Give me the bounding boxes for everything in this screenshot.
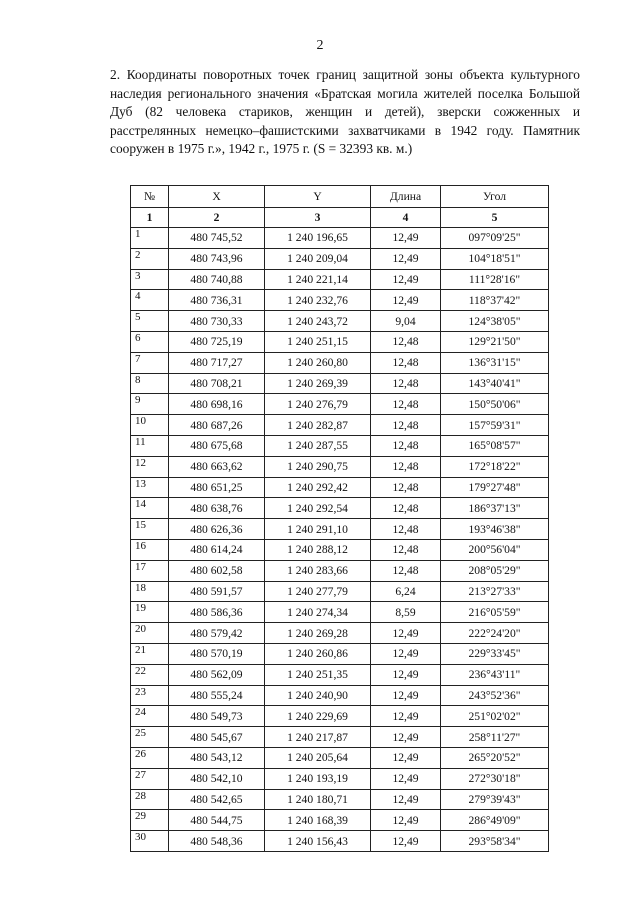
table-header-row xyxy=(131,186,549,208)
point-number: 14 xyxy=(131,498,169,519)
y-coordinate: 1 240 243,72 xyxy=(265,311,371,332)
x-coordinate: 480 544,75 xyxy=(169,810,265,831)
segment-length: 12,48 xyxy=(371,456,441,477)
direction-angle: 124°38'05" xyxy=(441,311,549,332)
direction-angle: 186°37'13" xyxy=(441,498,549,519)
paragraph-text: 2. Координаты поворотных точек границ защитной зоны объекта культурного наследия регионального значения «Братская могила жителей поселка Большой Дуб (82 человека стариков, женщин и детей), зверски сожженных и расстрелянных немецко–фашистскими захватчиками в 1942 году. Памятник сооружен в 1975 г.», 1942 г., 1975 г. (S = 32393 кв. м.) xyxy=(110,67,580,157)
x-coordinate: 480 614,24 xyxy=(169,539,265,560)
table-row xyxy=(131,539,549,560)
segment-length: 9,04 xyxy=(371,311,441,332)
x-coordinate: 480 736,31 xyxy=(169,290,265,311)
segment-length: 12,49 xyxy=(371,727,441,748)
point-number: 8 xyxy=(131,373,169,394)
point-number: 17 xyxy=(131,560,169,581)
segment-length: 12,48 xyxy=(371,331,441,352)
segment-length: 12,49 xyxy=(371,706,441,727)
y-coordinate: 1 240 269,39 xyxy=(265,373,371,394)
segment-length: 6,24 xyxy=(371,581,441,602)
x-coordinate: 480 743,96 xyxy=(169,248,265,269)
header-angle: Угол xyxy=(441,186,549,208)
direction-angle: 104°18'51" xyxy=(441,248,549,269)
x-coordinate: 480 545,67 xyxy=(169,727,265,748)
segment-length: 12,49 xyxy=(371,269,441,290)
table-row xyxy=(131,415,549,436)
x-coordinate: 480 687,26 xyxy=(169,415,265,436)
segment-length: 12,48 xyxy=(371,560,441,581)
point-number: 13 xyxy=(131,477,169,498)
segment-length: 12,49 xyxy=(371,831,441,852)
y-coordinate: 1 240 251,35 xyxy=(265,664,371,685)
header-y: Y xyxy=(265,186,371,208)
point-number: 22 xyxy=(131,664,169,685)
point-number: 20 xyxy=(131,623,169,644)
point-number: 16 xyxy=(131,539,169,560)
table-row xyxy=(131,456,549,477)
y-coordinate: 1 240 156,43 xyxy=(265,831,371,852)
direction-angle: 129°21'50" xyxy=(441,331,549,352)
point-number: 7 xyxy=(131,352,169,373)
point-number: 10 xyxy=(131,415,169,436)
y-coordinate: 1 240 232,76 xyxy=(265,290,371,311)
segment-length: 12,48 xyxy=(371,477,441,498)
point-number: 18 xyxy=(131,581,169,602)
table-row xyxy=(131,352,549,373)
direction-angle: 179°27'48" xyxy=(441,477,549,498)
point-number: 23 xyxy=(131,685,169,706)
table-row xyxy=(131,831,549,852)
x-coordinate: 480 549,73 xyxy=(169,706,265,727)
segment-length: 12,49 xyxy=(371,664,441,685)
x-coordinate: 480 602,58 xyxy=(169,560,265,581)
header-length: Длина xyxy=(371,186,441,208)
table-row xyxy=(131,311,549,332)
segment-length: 12,49 xyxy=(371,643,441,664)
x-coordinate: 480 740,88 xyxy=(169,269,265,290)
table-row xyxy=(131,519,549,540)
segment-length: 12,49 xyxy=(371,228,441,249)
table-row xyxy=(131,290,549,311)
x-coordinate: 480 638,76 xyxy=(169,498,265,519)
column-number-row xyxy=(131,208,549,228)
y-coordinate: 1 240 290,75 xyxy=(265,456,371,477)
point-number: 29 xyxy=(131,810,169,831)
x-coordinate: 480 675,68 xyxy=(169,435,265,456)
direction-angle: 200°56'04" xyxy=(441,539,549,560)
header-number: № xyxy=(131,186,169,208)
direction-angle: 236°43'11" xyxy=(441,664,549,685)
x-coordinate: 480 555,24 xyxy=(169,685,265,706)
y-coordinate: 1 240 240,90 xyxy=(265,685,371,706)
direction-angle: 118°37'42" xyxy=(441,290,549,311)
segment-length: 12,48 xyxy=(371,498,441,519)
direction-angle: 243°52'36" xyxy=(441,685,549,706)
point-number: 27 xyxy=(131,768,169,789)
point-number: 19 xyxy=(131,602,169,623)
point-number: 5 xyxy=(131,311,169,332)
table-row xyxy=(131,331,549,352)
x-coordinate: 480 562,09 xyxy=(169,664,265,685)
table-row xyxy=(131,498,549,519)
direction-angle: 111°28'16" xyxy=(441,269,549,290)
y-coordinate: 1 240 288,12 xyxy=(265,539,371,560)
col-number-1: 1 xyxy=(131,208,169,228)
direction-angle: 143°40'41" xyxy=(441,373,549,394)
table-row xyxy=(131,477,549,498)
direction-angle: 293°58'34" xyxy=(441,831,549,852)
y-coordinate: 1 240 292,42 xyxy=(265,477,371,498)
x-coordinate: 480 725,19 xyxy=(169,331,265,352)
y-coordinate: 1 240 291,10 xyxy=(265,519,371,540)
direction-angle: 279°39'43" xyxy=(441,789,549,810)
point-number: 15 xyxy=(131,519,169,540)
x-coordinate: 480 717,27 xyxy=(169,352,265,373)
table-row xyxy=(131,623,549,644)
point-number: 4 xyxy=(131,290,169,311)
table-body xyxy=(131,228,549,852)
x-coordinate: 480 730,33 xyxy=(169,311,265,332)
y-coordinate: 1 240 269,28 xyxy=(265,623,371,644)
table-row xyxy=(131,706,549,727)
coordinates-paragraph xyxy=(110,66,580,159)
y-coordinate: 1 240 221,14 xyxy=(265,269,371,290)
direction-angle: 213°27'33" xyxy=(441,581,549,602)
y-coordinate: 1 240 277,79 xyxy=(265,581,371,602)
y-coordinate: 1 240 168,39 xyxy=(265,810,371,831)
segment-length: 12,49 xyxy=(371,623,441,644)
segment-length: 12,49 xyxy=(371,685,441,706)
y-coordinate: 1 240 251,15 xyxy=(265,331,371,352)
y-coordinate: 1 240 180,71 xyxy=(265,789,371,810)
segment-length: 12,48 xyxy=(371,394,441,415)
point-number: 2 xyxy=(131,248,169,269)
segment-length: 12,49 xyxy=(371,290,441,311)
y-coordinate: 1 240 274,34 xyxy=(265,602,371,623)
y-coordinate: 1 240 276,79 xyxy=(265,394,371,415)
y-coordinate: 1 240 217,87 xyxy=(265,727,371,748)
table-row xyxy=(131,248,549,269)
direction-angle: 136°31'15" xyxy=(441,352,549,373)
x-coordinate: 480 548,36 xyxy=(169,831,265,852)
point-number: 9 xyxy=(131,394,169,415)
segment-length: 12,48 xyxy=(371,539,441,560)
direction-angle: 286°49'09" xyxy=(441,810,549,831)
point-number: 28 xyxy=(131,789,169,810)
col-number-4: 4 xyxy=(371,208,441,228)
table-row xyxy=(131,685,549,706)
segment-length: 12,48 xyxy=(371,373,441,394)
table-row xyxy=(131,810,549,831)
col-number-5: 5 xyxy=(441,208,549,228)
point-number: 21 xyxy=(131,643,169,664)
segment-length: 12,48 xyxy=(371,415,441,436)
segment-length: 12,49 xyxy=(371,768,441,789)
direction-angle: 208°05'29" xyxy=(441,560,549,581)
x-coordinate: 480 542,10 xyxy=(169,768,265,789)
direction-angle: 229°33'45" xyxy=(441,643,549,664)
table-row xyxy=(131,560,549,581)
point-number: 11 xyxy=(131,435,169,456)
direction-angle: 258°11'27" xyxy=(441,727,549,748)
point-number: 3 xyxy=(131,269,169,290)
x-coordinate: 480 651,25 xyxy=(169,477,265,498)
direction-angle: 265°20'52" xyxy=(441,747,549,768)
table-row xyxy=(131,664,549,685)
y-coordinate: 1 240 229,69 xyxy=(265,706,371,727)
direction-angle: 222°24'20" xyxy=(441,623,549,644)
y-coordinate: 1 240 193,19 xyxy=(265,768,371,789)
direction-angle: 157°59'31" xyxy=(441,415,549,436)
segment-length: 12,48 xyxy=(371,519,441,540)
x-coordinate: 480 570,19 xyxy=(169,643,265,664)
y-coordinate: 1 240 287,55 xyxy=(265,435,371,456)
y-coordinate: 1 240 282,87 xyxy=(265,415,371,436)
table-row xyxy=(131,373,549,394)
segment-length: 12,48 xyxy=(371,435,441,456)
header-x: X xyxy=(169,186,265,208)
table-row xyxy=(131,727,549,748)
x-coordinate: 480 579,42 xyxy=(169,623,265,644)
segment-length: 12,49 xyxy=(371,789,441,810)
table-row xyxy=(131,581,549,602)
direction-angle: 150°50'06" xyxy=(441,394,549,415)
table-row xyxy=(131,269,549,290)
direction-angle: 193°46'38" xyxy=(441,519,549,540)
table-row xyxy=(131,602,549,623)
y-coordinate: 1 240 283,66 xyxy=(265,560,371,581)
table-row xyxy=(131,789,549,810)
y-coordinate: 1 240 196,65 xyxy=(265,228,371,249)
x-coordinate: 480 626,36 xyxy=(169,519,265,540)
direction-angle: 165°08'57" xyxy=(441,435,549,456)
col-number-3: 3 xyxy=(265,208,371,228)
direction-angle: 097°09'25" xyxy=(441,228,549,249)
table-row xyxy=(131,643,549,664)
table-row xyxy=(131,747,549,768)
point-number: 30 xyxy=(131,831,169,852)
point-number: 12 xyxy=(131,456,169,477)
x-coordinate: 480 745,52 xyxy=(169,228,265,249)
segment-length: 12,48 xyxy=(371,352,441,373)
y-coordinate: 1 240 260,80 xyxy=(265,352,371,373)
table-row xyxy=(131,394,549,415)
point-number: 6 xyxy=(131,331,169,352)
table-row xyxy=(131,228,549,249)
x-coordinate: 480 591,57 xyxy=(169,581,265,602)
direction-angle: 216°05'59" xyxy=(441,602,549,623)
x-coordinate: 480 543,12 xyxy=(169,747,265,768)
y-coordinate: 1 240 260,86 xyxy=(265,643,371,664)
col-number-2: 2 xyxy=(169,208,265,228)
point-number: 1 xyxy=(131,228,169,249)
segment-length: 8,59 xyxy=(371,602,441,623)
coordinates-table xyxy=(130,185,549,852)
direction-angle: 272°30'18" xyxy=(441,768,549,789)
x-coordinate: 480 663,62 xyxy=(169,456,265,477)
segment-length: 12,49 xyxy=(371,810,441,831)
y-coordinate: 1 240 205,64 xyxy=(265,747,371,768)
point-number: 25 xyxy=(131,727,169,748)
y-coordinate: 1 240 209,04 xyxy=(265,248,371,269)
point-number: 26 xyxy=(131,747,169,768)
direction-angle: 172°18'22" xyxy=(441,456,549,477)
x-coordinate: 480 586,36 xyxy=(169,602,265,623)
direction-angle: 251°02'02" xyxy=(441,706,549,727)
x-coordinate: 480 542,65 xyxy=(169,789,265,810)
x-coordinate: 480 708,21 xyxy=(169,373,265,394)
y-coordinate: 1 240 292,54 xyxy=(265,498,371,519)
table-row xyxy=(131,768,549,789)
segment-length: 12,49 xyxy=(371,747,441,768)
table-row xyxy=(131,435,549,456)
page-number: 2 xyxy=(316,38,324,53)
point-number: 24 xyxy=(131,706,169,727)
segment-length: 12,49 xyxy=(371,248,441,269)
x-coordinate: 480 698,16 xyxy=(169,394,265,415)
